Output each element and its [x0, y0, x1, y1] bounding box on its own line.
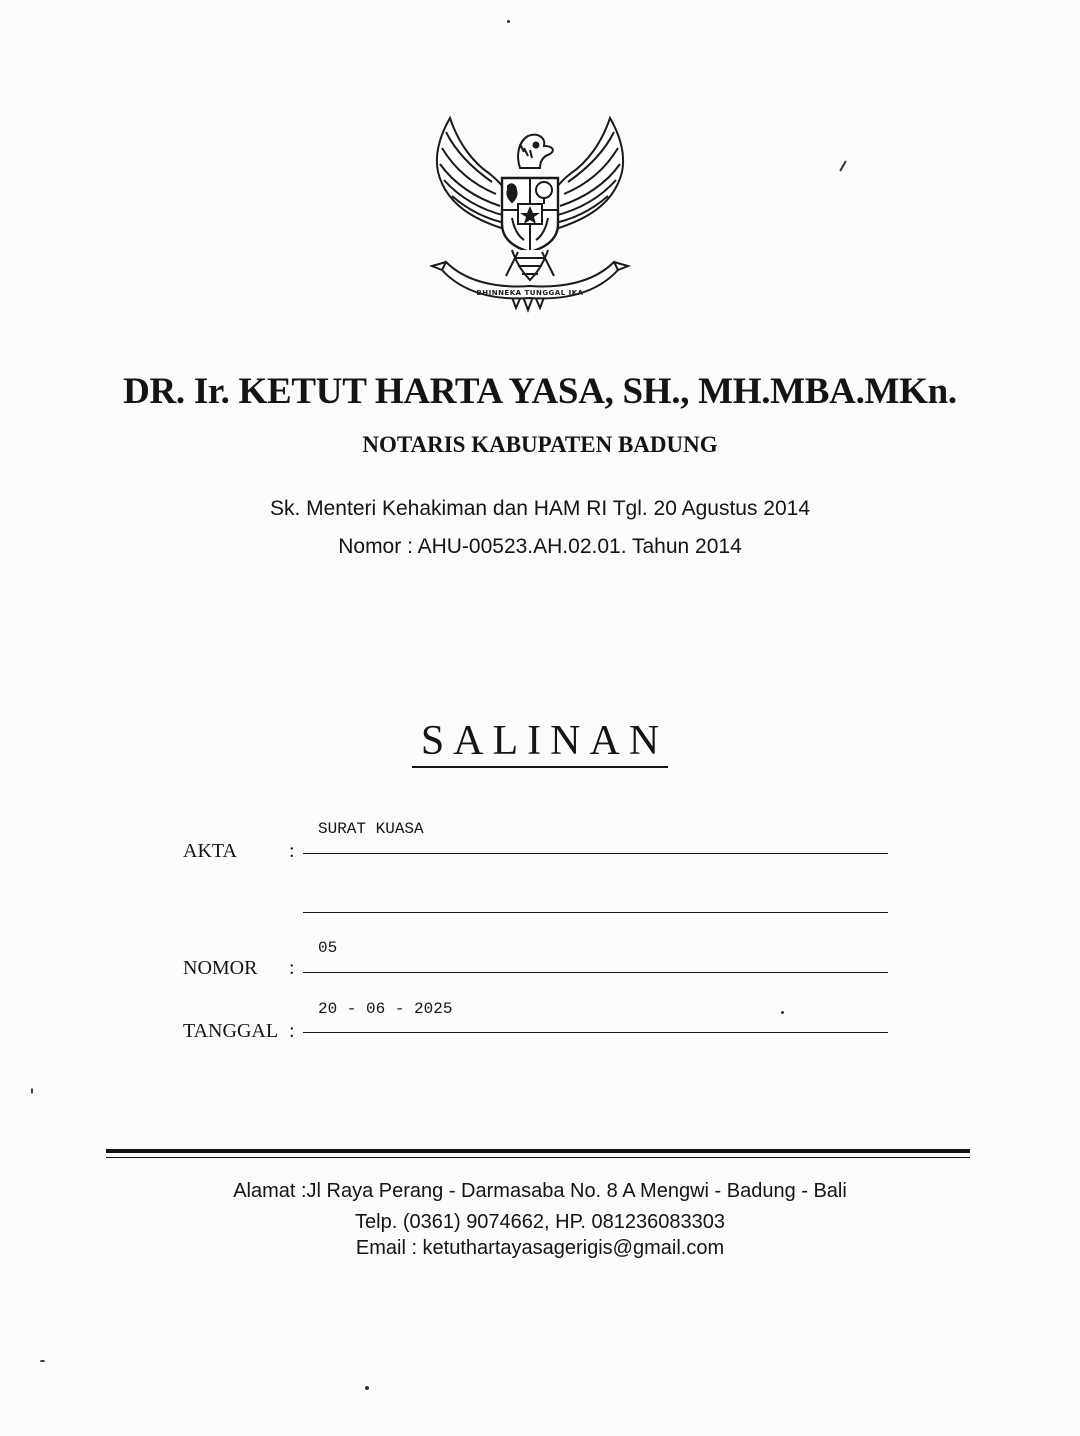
- footer-thin-rule: [106, 1157, 970, 1158]
- salinan-heading-wrap: [0, 718, 1080, 768]
- notary-title: NOTARIS KABUPATEN BADUNG: [362, 432, 718, 457]
- scan-speck: [365, 1386, 369, 1390]
- nomor-underline: [303, 972, 888, 973]
- emblem-motto: BHINNEKA TUNGGAL IKA: [476, 289, 584, 297]
- akta-colon: :: [289, 840, 295, 862]
- akta-second-underline: [303, 912, 888, 913]
- decree-line: Sk. Menteri Kehakiman dan HAM RI Tgl. 20 Agustus 2014: [269, 497, 811, 520]
- salinan-heading: SALINAN: [412, 718, 668, 768]
- akta-underline: [303, 853, 888, 854]
- nomor-value: 05: [318, 939, 338, 957]
- notary-name: DR. Ir. KETUT HARTA YASA, SH., MH.MBA.MKn.: [123, 371, 957, 412]
- tanggal-underline: [303, 1032, 888, 1033]
- footer-thick-rule: [106, 1149, 970, 1153]
- footer-address: Alamat :Jl Raya Perang - Darmasaba No. 8 A Mengwi - Badung - Bali: [233, 1180, 847, 1202]
- decree-number-line: Nomor : AHU-00523.AH.02.01. Tahun 2014: [338, 535, 742, 558]
- tanggal-label: TANGGAL: [183, 1020, 279, 1042]
- scan-speck: [781, 1011, 784, 1014]
- akta-value: SURAT KUASA: [318, 820, 424, 838]
- footer-phone: Telp. (0361) 9074662, HP. 081236083303: [355, 1211, 725, 1233]
- tanggal-value: 20 - 06 - 2025: [318, 1000, 453, 1018]
- scan-speck: [507, 20, 510, 23]
- footer-email: Email : ketuthartayasagerigis@gmail.com: [355, 1237, 725, 1259]
- akta-label: AKTA: [183, 840, 237, 862]
- scan-speck: [839, 160, 847, 171]
- scan-speck: [40, 1360, 45, 1362]
- nomor-colon: :: [289, 957, 295, 979]
- scan-speck: [31, 1088, 33, 1094]
- garuda-emblem-icon: [428, 112, 632, 318]
- tanggal-colon: :: [289, 1020, 295, 1042]
- nomor-label: NOMOR: [183, 957, 258, 979]
